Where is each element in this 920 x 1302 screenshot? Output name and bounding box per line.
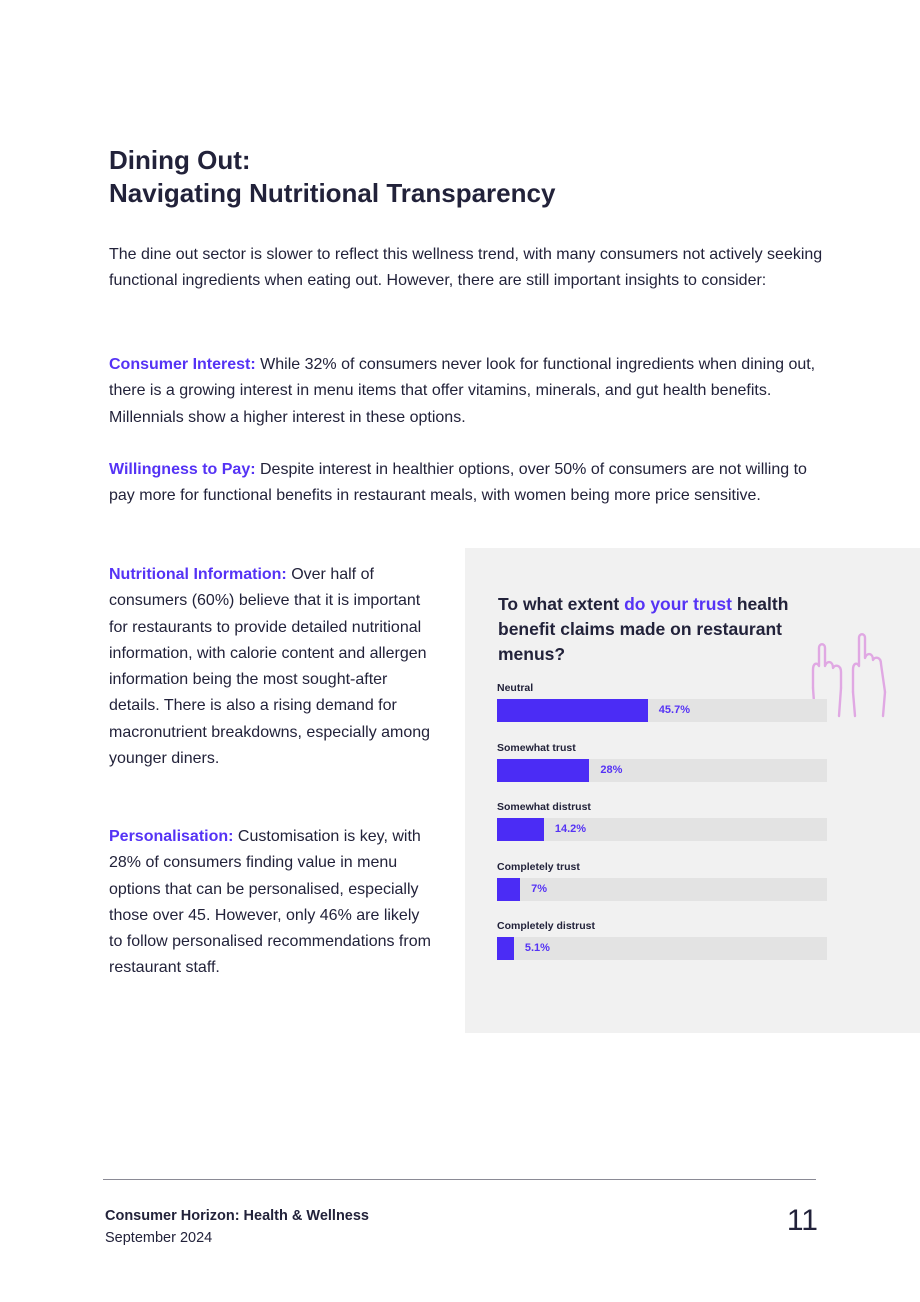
bar-value-label: 28% xyxy=(600,763,623,776)
bar-track xyxy=(497,878,827,901)
bar xyxy=(497,818,544,841)
page-title-line-2: Navigating Nutritional Transparency xyxy=(109,178,556,208)
nutritional-information-paragraph xyxy=(109,562,434,772)
bar xyxy=(497,759,589,782)
page-number: 11 xyxy=(786,1204,818,1237)
bar-track xyxy=(497,818,827,841)
willingness-to-pay-heading: Willingness to Pay: xyxy=(109,461,256,478)
bar-label: Completely distrust xyxy=(497,920,596,932)
bar-label: Somewhat distrust xyxy=(497,801,591,813)
nutritional-information-text: Over half of consumers (60%) believe that it is important for restaurants to provide detailed nutritional information, with calorie content and allergen information being the most sought-after details. There is also a rising demand for macronutrient breakdowns, especially among younger diners. xyxy=(109,566,431,768)
bar-track xyxy=(497,759,827,782)
consumer-interest-heading: Consumer Interest: xyxy=(109,356,256,373)
bar-label: Completely trust xyxy=(497,860,580,873)
footer-divider xyxy=(103,1179,816,1180)
bar-track xyxy=(497,699,827,722)
personalisation-heading: Personalisation: xyxy=(109,828,234,845)
personalisation-paragraph xyxy=(109,824,434,982)
footer-publication-title: Consumer Horizon: Health & Wellness xyxy=(105,1208,369,1224)
chart-title-part-1: To what extent xyxy=(498,594,625,614)
bar xyxy=(497,878,520,901)
bar xyxy=(497,937,514,960)
page-title xyxy=(109,144,555,210)
willingness-to-pay-text: Despite interest in healthier options, over 50% of consumers are not willing to pay more for functional benefits in restaurant meals, with women being more price sensitive. xyxy=(109,461,807,505)
consumer-interest-text: While 32% of consumers never look for functional ingredients when dining out, there is a growing interest in menu items that offer vitamins, minerals, and gut health benefits. Millennials show a higher interest in these options. xyxy=(109,356,816,426)
bar-label: Somewhat trust xyxy=(497,741,576,754)
chart-title-part-3: health benefit claims made on restaurant menus? xyxy=(498,594,789,664)
bar-value-label: 5.1% xyxy=(524,942,550,954)
bar-value-label: 14.2% xyxy=(554,823,587,835)
bar-value-label: 7% xyxy=(531,882,547,895)
willingness-to-pay-paragraph xyxy=(109,457,829,510)
chart-title-highlight: do your trust xyxy=(624,594,732,614)
page-title-line-1: Dining Out: xyxy=(109,145,251,175)
consumer-interest-paragraph xyxy=(109,352,829,431)
bar-value-label: 45.7% xyxy=(658,704,690,716)
bar xyxy=(497,699,648,722)
intro-paragraph: The dine out sector is slower to reflect this wellness trend, with many consumers not actively seeking functional ingredients when eating out. However, there are still important insights to consider: xyxy=(109,246,823,290)
personalisation-text: Customisation is key, with 28% of consumers finding value in menu options that can be personalised, especially those over 45. However, only 46% are likely to follow personalised recommendations from restaurant staff. xyxy=(109,828,431,977)
chart-title xyxy=(498,592,828,667)
trust-chart-panel xyxy=(465,548,920,1033)
bar-track xyxy=(497,937,827,960)
footer-date: September 2024 xyxy=(105,1230,213,1246)
bar-label: Neutral xyxy=(497,682,534,694)
nutritional-information-heading: Nutritional Information: xyxy=(109,566,287,583)
